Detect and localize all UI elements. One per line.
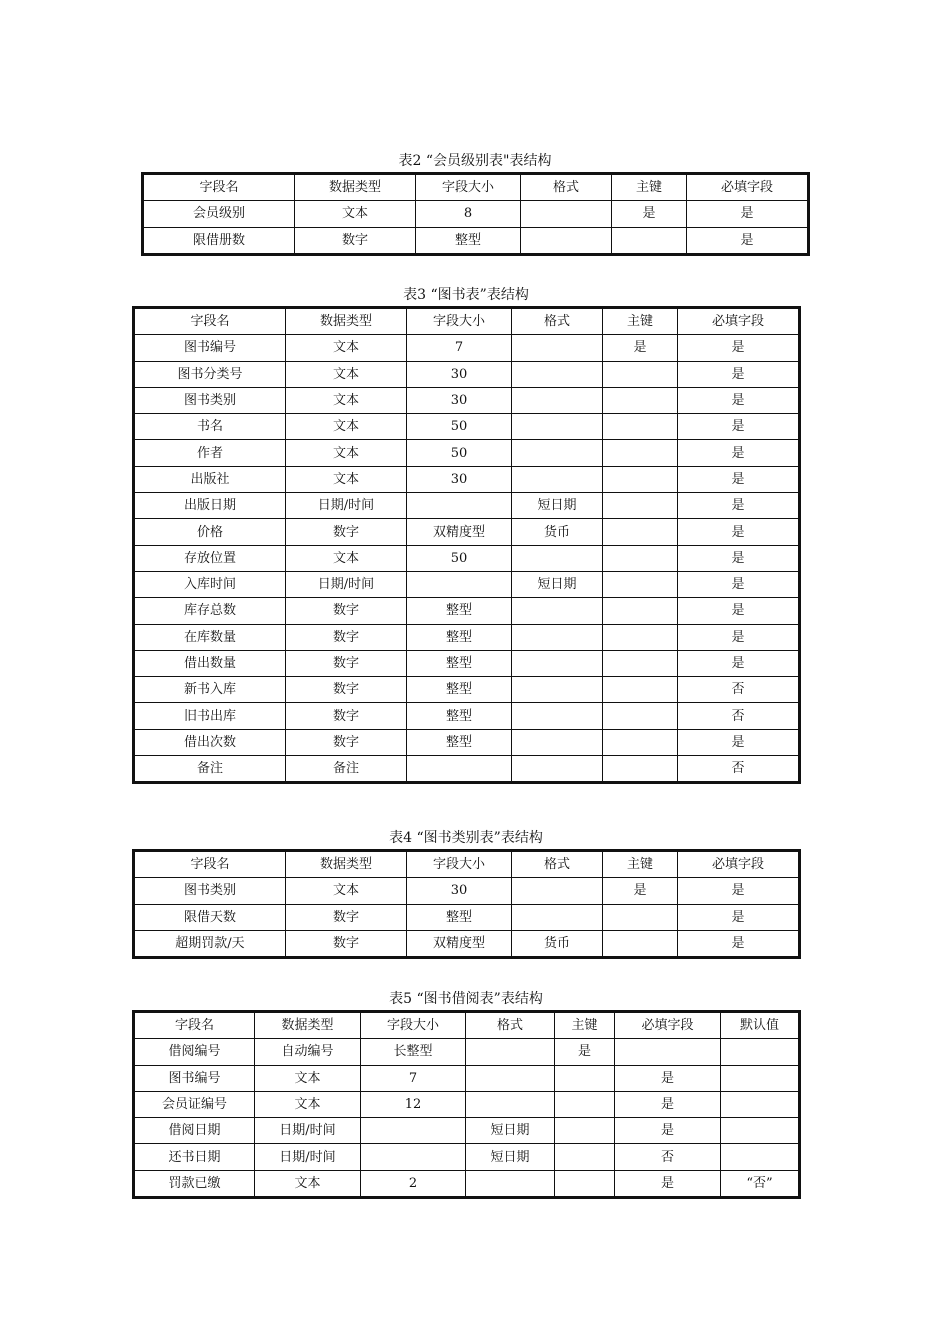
table-cell: 整型 (407, 677, 512, 703)
table-cell: 是 (555, 1039, 615, 1065)
table-cell (512, 703, 603, 729)
column-header: 数据类型 (286, 309, 407, 335)
table-cell: 货币 (512, 519, 603, 545)
table-cell (603, 440, 678, 466)
table-cell: 文本 (286, 466, 407, 492)
table-cell: 图书编号 (135, 1065, 255, 1091)
table-row (135, 930, 799, 956)
table-cell (721, 1118, 799, 1144)
column-header: 字段大小 (407, 309, 512, 335)
table-cell: 双精度型 (407, 930, 512, 956)
column-header: 格式 (466, 1013, 555, 1039)
table-cell: 是 (615, 1170, 721, 1196)
table-cell: 否 (615, 1144, 721, 1170)
column-header: 必填字段 (687, 175, 808, 201)
table-cell: 是 (678, 571, 799, 597)
table-row (135, 440, 799, 466)
table-row (135, 756, 799, 782)
table-row (135, 677, 799, 703)
table-cell (555, 1144, 615, 1170)
table-cell: 是 (678, 930, 799, 956)
table-row (135, 1144, 799, 1170)
table-cell: 整型 (407, 624, 512, 650)
table-cell: 借阅日期 (135, 1118, 255, 1144)
table-cell (721, 1144, 799, 1170)
table-cell: 是 (678, 878, 799, 904)
table-row (135, 1091, 799, 1117)
table-cell: 作者 (135, 440, 286, 466)
table-cell (407, 571, 512, 597)
table-cell: 是 (678, 519, 799, 545)
table-cell: 是 (603, 335, 678, 361)
table-cell: 整型 (407, 650, 512, 676)
table-cell (603, 904, 678, 930)
table-cell (407, 493, 512, 519)
table-row (144, 227, 808, 253)
table-cell (555, 1118, 615, 1144)
table-cell: 是 (678, 650, 799, 676)
table-row (135, 335, 799, 361)
table-cell: 50 (407, 545, 512, 571)
table-cell (361, 1118, 466, 1144)
table-cell: 借阅编号 (135, 1039, 255, 1065)
table-cell: 数字 (286, 650, 407, 676)
table-cell: “否” (721, 1170, 799, 1196)
table-cell (603, 930, 678, 956)
table-cell: 存放位置 (135, 545, 286, 571)
column-header: 字段名 (144, 175, 295, 201)
table-row (135, 598, 799, 624)
table-cell: 数字 (286, 703, 407, 729)
table-cell (603, 703, 678, 729)
table-cell: 备注 (135, 756, 286, 782)
table-row (135, 878, 799, 904)
table-cell (512, 729, 603, 755)
table-cell (603, 387, 678, 413)
table-cell: 货币 (512, 930, 603, 956)
table-cell: 数字 (286, 677, 407, 703)
table-cell (603, 571, 678, 597)
table-header-row (144, 175, 808, 201)
table-cell: 日期/时间 (286, 493, 407, 519)
table-row (135, 729, 799, 755)
table-row (135, 361, 799, 387)
table-cell: 入库时间 (135, 571, 286, 597)
table-cell: 是 (678, 598, 799, 624)
table-cell: 短日期 (512, 493, 603, 519)
table-5 (134, 1012, 799, 1197)
table-header-row (135, 309, 799, 335)
table-cell: 整型 (407, 729, 512, 755)
column-header: 格式 (512, 852, 603, 878)
table-cell (603, 756, 678, 782)
table-cell (512, 545, 603, 571)
table-row (135, 650, 799, 676)
table-cell (555, 1065, 615, 1091)
table-cell: 文本 (286, 545, 407, 571)
table-cell (603, 361, 678, 387)
column-header: 数据类型 (286, 852, 407, 878)
column-header: 主键 (603, 852, 678, 878)
table-cell (512, 624, 603, 650)
table-row (135, 519, 799, 545)
table-cell: 50 (407, 440, 512, 466)
table-cell: 30 (407, 466, 512, 492)
table-cell: 文本 (286, 387, 407, 413)
table-cell: 借出次数 (135, 729, 286, 755)
table-cell: 是 (603, 878, 678, 904)
table-cell: 整型 (407, 598, 512, 624)
table-cell: 是 (678, 335, 799, 361)
table-cell (721, 1091, 799, 1117)
column-header: 主键 (555, 1013, 615, 1039)
table-cell: 文本 (255, 1170, 361, 1196)
table-cell: 是 (678, 493, 799, 519)
table-cell (521, 201, 612, 227)
table-cell: 是 (678, 440, 799, 466)
table-row (144, 201, 808, 227)
table-cell: 新书入库 (135, 677, 286, 703)
table-row (135, 904, 799, 930)
table-cell: 图书类别 (135, 387, 286, 413)
table-5-caption: 表5 “图书借阅表”表结构 (389, 991, 543, 1007)
table-cell: 文本 (286, 440, 407, 466)
table-cell (603, 598, 678, 624)
table-cell: 长整型 (361, 1039, 466, 1065)
table-cell: 超期罚款/天 (135, 930, 286, 956)
column-header: 主键 (603, 309, 678, 335)
table-4 (134, 851, 799, 957)
table-cell (466, 1039, 555, 1065)
table-cell (603, 519, 678, 545)
table-cell: 是 (678, 466, 799, 492)
table-cell: 是 (615, 1091, 721, 1117)
table-row (135, 1118, 799, 1144)
table-cell: 备注 (286, 756, 407, 782)
table-cell: 7 (407, 335, 512, 361)
table-cell: 是 (615, 1065, 721, 1091)
table-cell: 文本 (295, 201, 416, 227)
table-cell: 在库数量 (135, 624, 286, 650)
column-header: 字段大小 (407, 852, 512, 878)
table-cell: 否 (678, 703, 799, 729)
table-cell: 30 (407, 878, 512, 904)
table-cell: 是 (678, 729, 799, 755)
table-cell: 是 (687, 201, 808, 227)
table-header-row (135, 852, 799, 878)
table-cell: 图书编号 (135, 335, 286, 361)
table-cell: 价格 (135, 519, 286, 545)
table-cell (512, 335, 603, 361)
table-cell: 数字 (286, 598, 407, 624)
table-cell: 双精度型 (407, 519, 512, 545)
table-row (135, 466, 799, 492)
table-cell: 限借册数 (144, 227, 295, 253)
column-header: 字段名 (135, 1013, 255, 1039)
table-cell: 2 (361, 1170, 466, 1196)
table-cell (603, 414, 678, 440)
table-cell (512, 466, 603, 492)
column-header: 字段大小 (361, 1013, 466, 1039)
table-cell: 否 (678, 756, 799, 782)
table-cell (555, 1170, 615, 1196)
column-header: 必填字段 (615, 1013, 721, 1039)
table-row (135, 703, 799, 729)
table-cell: 出版社 (135, 466, 286, 492)
table-row (135, 624, 799, 650)
table-cell: 是 (687, 227, 808, 253)
table-3-caption: 表3 “图书表”表结构 (403, 287, 529, 303)
table-cell: 自动编号 (255, 1039, 361, 1065)
table-cell: 数字 (286, 729, 407, 755)
table-cell (603, 729, 678, 755)
table-header-row (135, 1013, 799, 1039)
table-cell (603, 545, 678, 571)
table-cell (612, 227, 687, 253)
table-row (135, 414, 799, 440)
table-cell: 短日期 (466, 1118, 555, 1144)
table-cell: 数字 (286, 624, 407, 650)
table-cell: 日期/时间 (255, 1118, 361, 1144)
table-cell (603, 650, 678, 676)
table-cell (512, 598, 603, 624)
table-cell (512, 904, 603, 930)
table-cell: 库存总数 (135, 598, 286, 624)
column-header: 数据类型 (295, 175, 416, 201)
column-header: 字段名 (135, 309, 286, 335)
table-cell (603, 466, 678, 492)
table-cell: 日期/时间 (286, 571, 407, 597)
table-2 (143, 174, 808, 254)
table-cell: 会员级别 (144, 201, 295, 227)
table-cell (361, 1144, 466, 1170)
table-cell: 日期/时间 (255, 1144, 361, 1170)
table-3 (134, 308, 799, 782)
table-cell: 否 (678, 677, 799, 703)
table-row (135, 493, 799, 519)
table-cell: 30 (407, 387, 512, 413)
table-cell: 是 (678, 624, 799, 650)
column-header: 默认值 (721, 1013, 799, 1039)
table-cell: 30 (407, 361, 512, 387)
table-cell (603, 624, 678, 650)
table-cell: 罚款已缴 (135, 1170, 255, 1196)
table-cell: 是 (678, 904, 799, 930)
table-cell (603, 677, 678, 703)
table-cell: 文本 (286, 878, 407, 904)
table-cell: 整型 (407, 904, 512, 930)
table-cell: 旧书出库 (135, 703, 286, 729)
table-cell (407, 756, 512, 782)
table-cell: 短日期 (512, 571, 603, 597)
table-cell: 50 (407, 414, 512, 440)
column-header: 格式 (521, 175, 612, 201)
table-cell: 整型 (407, 703, 512, 729)
table-cell (512, 756, 603, 782)
column-header: 必填字段 (678, 309, 799, 335)
table-cell: 借出数量 (135, 650, 286, 676)
table-cell (603, 493, 678, 519)
table-cell: 是 (612, 201, 687, 227)
table-cell: 数字 (295, 227, 416, 253)
table-cell: 文本 (255, 1091, 361, 1117)
table-row (135, 545, 799, 571)
table-cell (512, 387, 603, 413)
table-cell (521, 227, 612, 253)
table-cell (512, 677, 603, 703)
table-cell: 限借天数 (135, 904, 286, 930)
table-4-caption: 表4 “图书类别表”表结构 (389, 830, 543, 846)
table-cell: 是 (615, 1118, 721, 1144)
column-header: 字段名 (135, 852, 286, 878)
table-cell: 数字 (286, 930, 407, 956)
table-cell (466, 1170, 555, 1196)
table-cell: 文本 (286, 361, 407, 387)
table-cell: 文本 (255, 1065, 361, 1091)
table-cell (721, 1065, 799, 1091)
table-row (135, 1065, 799, 1091)
table-cell: 短日期 (466, 1144, 555, 1170)
table-cell (512, 878, 603, 904)
table-row (135, 1170, 799, 1196)
table-cell: 图书类别 (135, 878, 286, 904)
table-cell: 7 (361, 1065, 466, 1091)
table-row (135, 1039, 799, 1065)
table-cell (615, 1039, 721, 1065)
table-cell: 8 (416, 201, 521, 227)
table-row (135, 387, 799, 413)
table-cell: 是 (678, 387, 799, 413)
column-header: 格式 (512, 309, 603, 335)
column-header: 主键 (612, 175, 687, 201)
column-header: 数据类型 (255, 1013, 361, 1039)
table-cell: 书名 (135, 414, 286, 440)
table-cell: 是 (678, 361, 799, 387)
table-cell: 还书日期 (135, 1144, 255, 1170)
table-cell (721, 1039, 799, 1065)
table-cell: 图书分类号 (135, 361, 286, 387)
table-2-caption: 表2 “会员级别表"表结构 (398, 153, 552, 169)
table-cell (512, 414, 603, 440)
column-header: 必填字段 (678, 852, 799, 878)
table-cell (512, 440, 603, 466)
table-cell (555, 1091, 615, 1117)
column-header: 字段大小 (416, 175, 521, 201)
table-cell (466, 1091, 555, 1117)
table-cell: 出版日期 (135, 493, 286, 519)
table-cell (466, 1065, 555, 1091)
table-cell (512, 361, 603, 387)
table-cell: 文本 (286, 414, 407, 440)
table-cell: 数字 (286, 519, 407, 545)
table-cell: 文本 (286, 335, 407, 361)
table-cell (512, 650, 603, 676)
table-cell: 数字 (286, 904, 407, 930)
table-cell: 12 (361, 1091, 466, 1117)
table-row (135, 571, 799, 597)
table-cell: 整型 (416, 227, 521, 253)
table-cell: 是 (678, 414, 799, 440)
table-cell: 会员证编号 (135, 1091, 255, 1117)
table-cell: 是 (678, 545, 799, 571)
